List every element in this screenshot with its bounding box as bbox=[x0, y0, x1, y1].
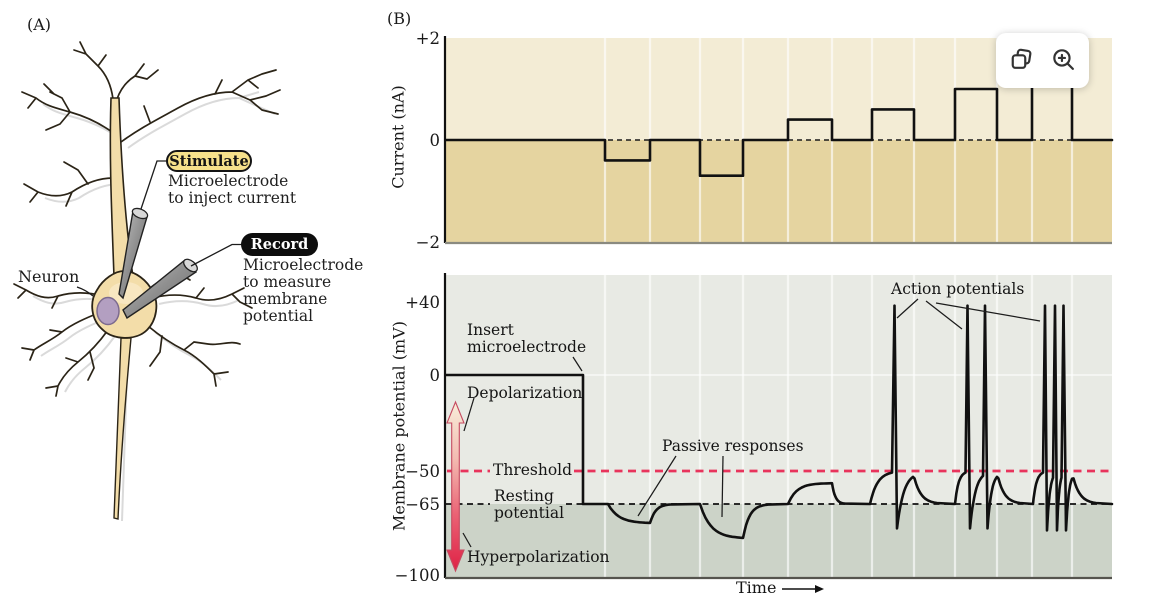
copy-image-button[interactable] bbox=[1008, 47, 1036, 75]
current-axis-title: Current (nA) bbox=[388, 85, 408, 189]
record-desc-line2: to measure bbox=[243, 273, 332, 291]
y-tick-label: −2 bbox=[415, 232, 440, 252]
y-tick-label: +40 bbox=[405, 292, 440, 312]
panel-b-label: (B) bbox=[387, 9, 412, 28]
time-arrowhead bbox=[815, 585, 824, 593]
record-pill: Record bbox=[241, 233, 318, 256]
y-tick-label: 0 bbox=[429, 130, 440, 150]
image-viewer-toolbar bbox=[996, 33, 1089, 88]
y-tick-label: 0 bbox=[429, 365, 440, 385]
y-tick-label: −100 bbox=[394, 565, 440, 585]
resting-label-line1: Resting bbox=[494, 487, 554, 505]
record-desc-line1: Microelectrode bbox=[243, 256, 364, 274]
zoom-in-button[interactable] bbox=[1050, 47, 1078, 75]
stimulate-desc-line2: to inject current bbox=[168, 188, 297, 207]
stimulate-desc-line1: Microelectrode bbox=[168, 172, 289, 190]
record-desc-line3: membrane bbox=[243, 290, 328, 308]
insert-label-line2: microelectrode bbox=[467, 337, 587, 356]
zoom-in-icon bbox=[1051, 47, 1076, 75]
hyperpolarization-label: Hyperpolarization bbox=[467, 548, 610, 566]
threshold-label: Threshold bbox=[493, 461, 573, 479]
depolarization-label: Depolarization bbox=[467, 384, 583, 402]
y-tick-label: +2 bbox=[415, 28, 440, 48]
resting-label-line2: potential bbox=[494, 504, 565, 522]
copy-icon bbox=[1009, 47, 1034, 75]
y-tick-label: −65 bbox=[405, 494, 440, 514]
passive-responses-label: Passive responses bbox=[662, 437, 804, 455]
insert-microelectrode-label bbox=[467, 322, 586, 355]
panel-a-label: (A) bbox=[27, 15, 52, 34]
y-tick-label: −50 bbox=[405, 461, 440, 481]
insert-label-line1: Insert bbox=[467, 321, 514, 339]
stimulate-pill: Stimulate bbox=[166, 150, 252, 172]
neuron-label: Neuron bbox=[18, 267, 80, 286]
time-axis-label: Time bbox=[736, 578, 777, 597]
membrane-axis-title: Membrane potential (mV) bbox=[389, 321, 409, 531]
record-desc-line4: potential bbox=[243, 307, 314, 325]
resting-potential-label bbox=[494, 488, 564, 522]
action-potentials-label: Action potentials bbox=[891, 280, 1025, 298]
membrane-chart bbox=[395, 273, 1112, 585]
